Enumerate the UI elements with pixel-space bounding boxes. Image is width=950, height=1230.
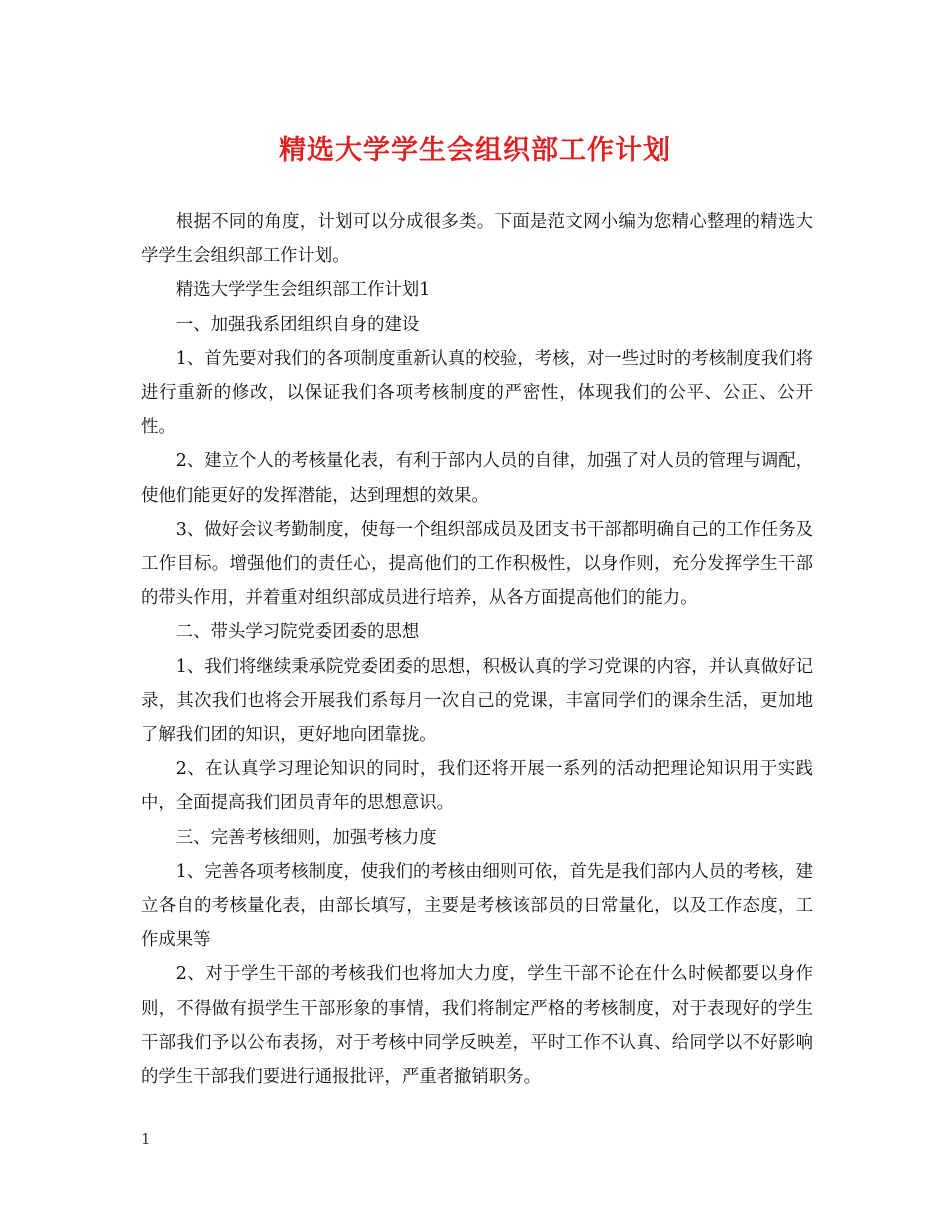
paragraph: 1、我们将继续秉承院党委团委的思想，积极认真的学习党课的内容，并认真做好记录，其次我们也将会开展我们系每月一次自己的党课，丰富同学们的课余生活，更加地了解我们团的知识，更好地向团靠拢。 [141,656,813,746]
paragraph-plan-heading: 精选大学学生会组织部工作计划1 [175,280,431,301]
section-heading-2: 二、带头学习院党委团委的思想 [175,622,420,643]
page-number: 1 [141,1130,151,1148]
section-heading-1: 一、加强我系团组织自身的建设 [175,314,420,335]
section-heading-3: 三、完善考核细则，加强考核力度 [175,827,437,848]
paragraph-intro: 根据不同的角度，计划可以分成很多类。下面是范文网小编为您精心整理的精选大学学生会组织部工作计划。 [141,212,813,267]
paragraph: 3、做好会议考勤制度，使每一个组织部成员及团支书干部都明确自己的工作任务及工作目标。增强他们的责任心，提高他们的工作积极性，以身作则，充分发挥学生干部的带头作用，并着重对组织部成员进行培养，从各方面提高他们的能力。 [141,519,813,609]
document-body [141,205,813,1094]
paragraph: 2、建立个人的考核量化表，有利于部内人员的自律，加强了对人员的管理与调配，使他们能更好的发挥潜能，达到理想的效果。 [141,451,813,506]
document-title: 精选大学学生会组织部工作计划 [279,135,671,166]
paragraph: 1、完善各项考核制度，使我们的考核由细则可依，首先是我们部内人员的考核，建立各自的考核量化表，由部长填写，主要是考核该部员的日常量化，以及工作态度，工作成果等 [141,861,813,951]
paragraph: 2、对于学生干部的考核我们也将加大力度，学生干部不论在什么时候都要以身作则，不得做有损学生干部形象的事情，我们将制定严格的考核制度，对于表现好的学生干部我们予以公布表扬，对于考核中同学反映差，平时工作不认真、给同学以不好影响的学生干部我们要进行通报批评，严重者撤销职务。 [141,964,813,1088]
paragraph: 1、首先要对我们的各项制度重新认真的校验，考核，对一些过时的考核制度我们将进行重新的修改，以保证我们各项考核制度的严密性，体现我们的公平、公正、公开性。 [141,348,813,438]
paragraph: 2、在认真学习理论知识的同时，我们还将开展一系列的活动把理论知识用于实践中，全面提高我们团员青年的思想意识。 [141,759,813,814]
